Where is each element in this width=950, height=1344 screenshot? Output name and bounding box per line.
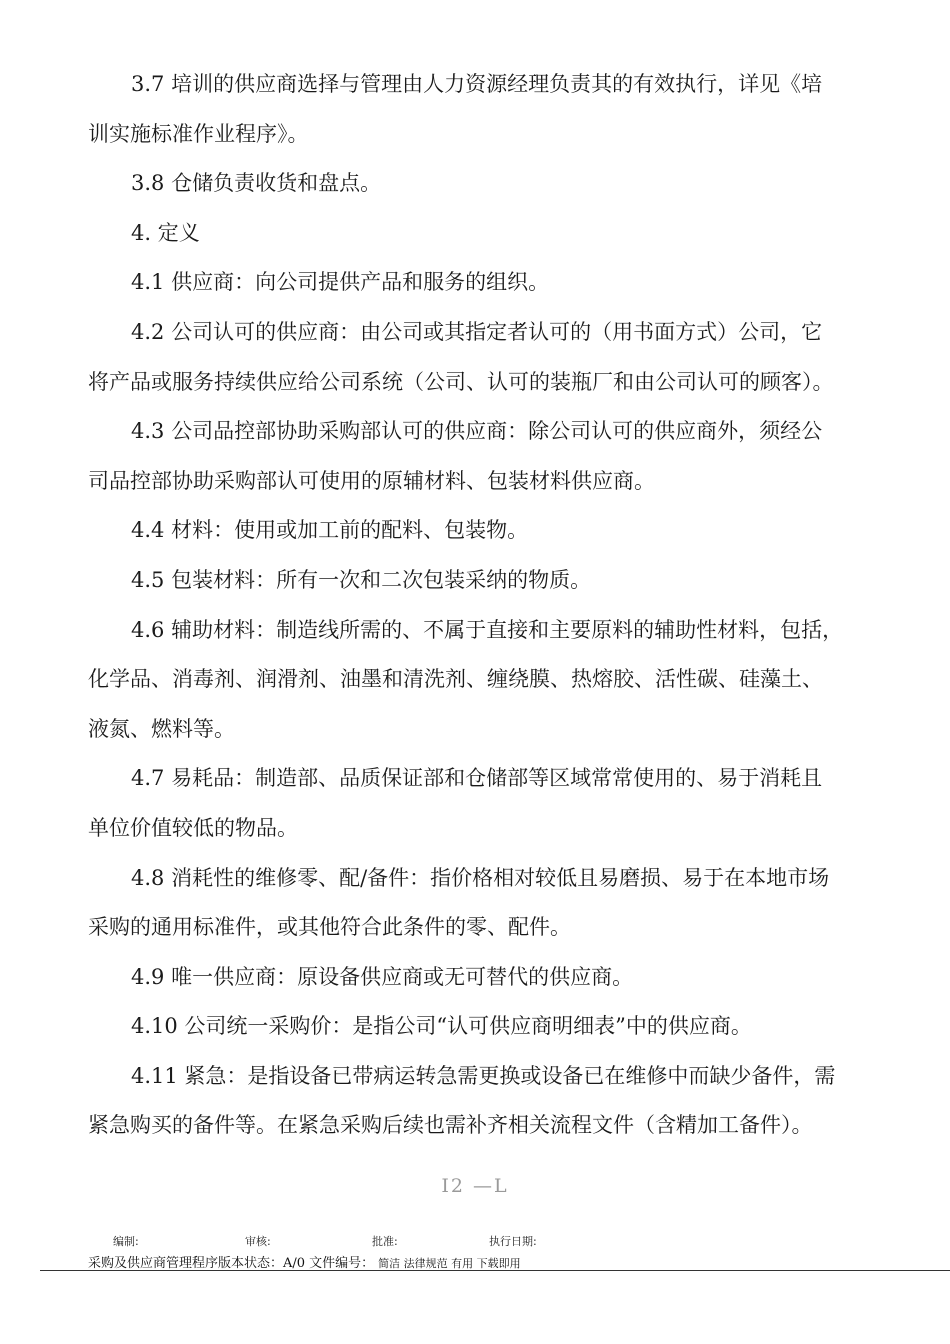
paragraph-line: 4.2 公司认可的供应商：由公司或其指定者认可的（用书面方式）公司，它 [131, 319, 823, 344]
footer-divider [40, 1270, 950, 1271]
paragraph-line: 3.8 仓储负责收货和盘点。 [131, 171, 382, 196]
document-info-text: 采购及供应商管理程序版本状态：A/0 文件编号： [88, 1256, 375, 1271]
paragraph-line: 4.5 包装材料：所有一次和二次包装采纳的物质。 [131, 567, 592, 592]
paragraph-line: 司品控部协助采购部认可使用的原辅材料、包装材料供应商。 [88, 468, 655, 493]
paragraph-line: 4.6 辅助材料：制造线所需的、不属于直接和主要原料的辅助性材料，包括， [131, 617, 844, 642]
paragraph-line: 液氮、燃料等。 [88, 716, 235, 741]
paragraph-line: 将产品或服务持续供应给公司系统（公司、认可的装瓶厂和由公司认可的顾客）。 [88, 369, 834, 394]
paragraph-line: 4.1 供应商：向公司提供产品和服务的组织。 [131, 270, 550, 295]
approve-label: 批准: [372, 1235, 398, 1248]
paragraph-line: 训实施标准作业程序》。 [88, 121, 309, 146]
paragraph-line: 紧急购买的备件等。在紧急采购后续也需补齐相关流程文件（含精加工备件）。 [88, 1113, 813, 1138]
paragraph-line: 3.7 培训的供应商选择与管理由人力资源经理负责其的有效执行，详见《培 [131, 72, 823, 96]
document-info-line [88, 1252, 521, 1271]
exec-date-label: 执行日期: [489, 1235, 537, 1248]
review-label: 审核: [245, 1235, 271, 1248]
paragraph-line: 4.4 材料：使用或加工前的配料、包装物。 [131, 518, 529, 543]
paragraph-line: 化学品、消毒剂、润滑剂、油墨和清洗剂、缠绕膜、热熔胶、活性碳、硅藻土、 [88, 667, 823, 692]
page-number: I2 —L [441, 1175, 509, 1197]
paragraph-line: 4.10 公司统一采购价：是指公司“认可供应商明细表”中的供应商。 [131, 1014, 752, 1039]
paragraph-line: 4.3 公司品控部协助采购部认可的供应商：除公司认可的供应商外，须经公 [131, 419, 823, 444]
paragraph-line: 4.7 易耗品：制造部、品质保证部和仓储部等区域常常使用的、易于消耗且 [131, 766, 823, 791]
document-body [88, 60, 848, 1151]
compile-label: 编制: [113, 1235, 139, 1248]
paragraph-line: 单位价值较低的物品。 [88, 815, 298, 840]
paragraph-line: 4.11 紧急：是指设备已带病运转急需更换或设备已在维修中而缺少备件，需 [131, 1063, 836, 1088]
paragraph-line: 4.8 消耗性的维修零、配/备件：指价格相对较低且易磨损、易于在本地市场 [131, 865, 830, 890]
section-heading: 4. 定义 [131, 220, 200, 245]
paragraph-line: 4.9 唯一供应商：原设备供应商或无可替代的供应商。 [131, 964, 634, 989]
document-tagline: 简洁 法律规范 有用 下载即用 [378, 1257, 521, 1270]
paragraph-line: 采购的通用标准件，或其他符合此条件的零、配件。 [88, 915, 571, 940]
